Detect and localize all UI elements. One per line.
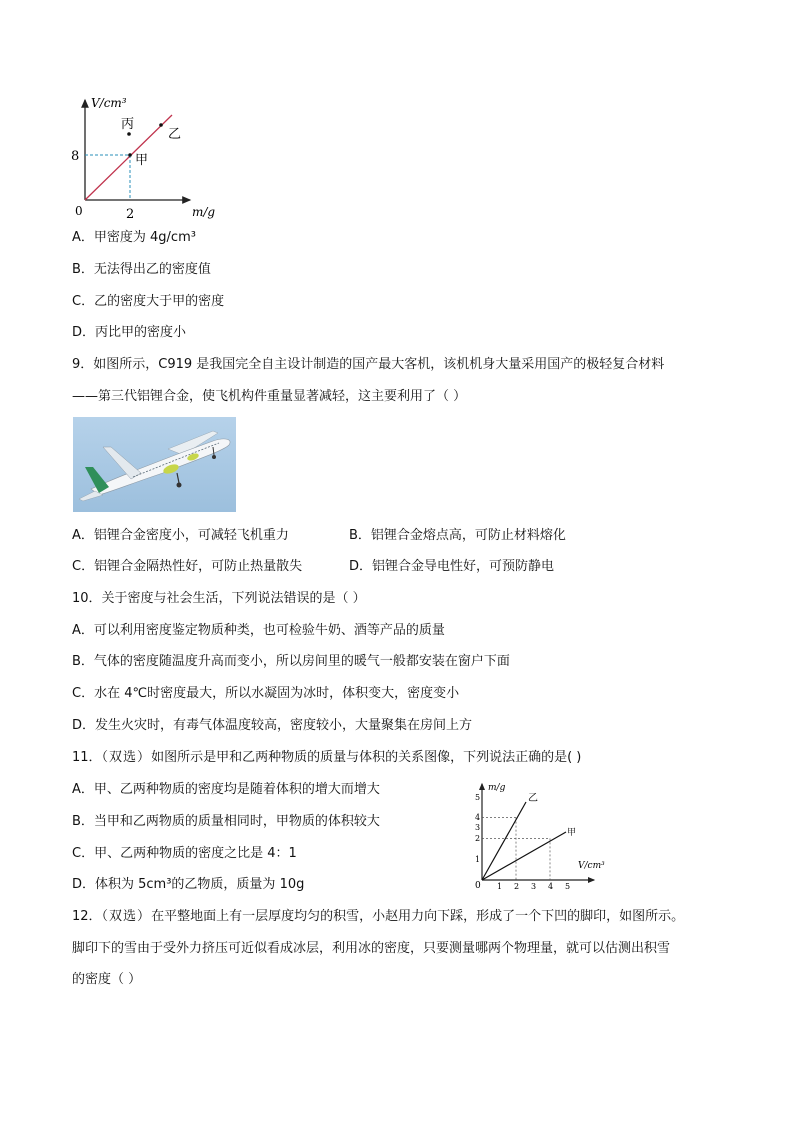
q10-option-b: B．气体的密度随温度升高而变小，所以房间里的暖气一般都安装在窗户下面 bbox=[72, 654, 510, 669]
graph2-y-tick-3: 3 bbox=[475, 823, 481, 832]
q10-option-d: D．发生火灾时，有毒气体温度较高，密度较小，大量聚集在房间上方 bbox=[72, 718, 473, 733]
graph2-x-label: V/cm³ bbox=[578, 861, 605, 871]
q12-stem-line2: 脚印下的雪由于受外力挤压可近似看成冰层，利用冰的密度，只要测量哪两个物理量，就可以估测出积雪 bbox=[72, 941, 671, 956]
q8-option-d: D．丙比甲的密度小 bbox=[72, 325, 187, 340]
graph2-label-jia: 甲 bbox=[567, 828, 577, 838]
q9-option-b: B．铝锂合金熔点高，可防止材料熔化 bbox=[349, 528, 566, 543]
graph1-x-label: m/g bbox=[192, 205, 216, 219]
graph1-y-tick: 8 bbox=[71, 149, 80, 164]
graph2-y-label: m/g bbox=[488, 783, 506, 793]
graph2-line-yi bbox=[482, 802, 526, 880]
q10-option-a: A．可以利用密度鉴定物质种类，也可检验牛奶、酒等产品的质量 bbox=[72, 623, 445, 638]
q9-option-c: C．铝锂合金隔热性好，可防止热量散失 bbox=[72, 559, 303, 574]
point-yi bbox=[159, 123, 163, 127]
q8-option-b: B．无法得出乙的密度值 bbox=[72, 262, 211, 277]
q8-option-c: C．乙的密度大于甲的密度 bbox=[72, 294, 225, 309]
graph2-y-tick-1: 1 bbox=[475, 855, 481, 864]
q10-stem: 10．关于密度与社会生活，下列说法错误的是（ ） bbox=[72, 591, 366, 606]
q11-tag: （双选） bbox=[101, 750, 152, 765]
graph2-x-tick-5: 5 bbox=[565, 882, 571, 890]
graph1-label-yi: 乙 bbox=[168, 127, 182, 142]
graph2-y-tick-5: 5 bbox=[475, 793, 481, 802]
graph2-x-tick-1: 1 bbox=[497, 882, 503, 890]
point-bing bbox=[127, 132, 131, 136]
graph2-x-tick-2: 2 bbox=[514, 882, 520, 890]
q11-option-a: A．甲、乙两种物质的密度均是随着体积的增大而增大 bbox=[72, 782, 380, 797]
q11-option-b: B．当甲和乙两物质的质量相同时，甲物质的体积较大 bbox=[72, 814, 380, 829]
q9-option-a: A．铝锂合金密度小，可减轻飞机重力 bbox=[72, 528, 289, 543]
q12-stem-line3: 的密度（ ） bbox=[72, 972, 142, 987]
point-jia bbox=[128, 153, 132, 157]
q12-tag: （双选） bbox=[101, 909, 152, 924]
q9-option-d: D．铝锂合金导电性好，可预防静电 bbox=[349, 559, 555, 574]
graph2-x-tick-3: 3 bbox=[531, 882, 537, 890]
graph2-y-tick-4: 4 bbox=[475, 813, 481, 822]
graph2-y-tick-2: 2 bbox=[475, 834, 481, 843]
q12-stem-line1 bbox=[72, 907, 684, 927]
graph1-x-tick: 2 bbox=[126, 207, 135, 222]
graph1-y-label: V/cm³ bbox=[91, 96, 127, 110]
q11-number: 11． bbox=[72, 750, 102, 765]
q11-option-d: D．体积为 5cm³的乙物质，质量为 10g bbox=[72, 877, 305, 892]
q12-line1: 在平整地面上有一层厚度均匀的积雪，小赵用力向下踩，形成了一个下凹的脚印，如图所示。 bbox=[151, 909, 685, 924]
q11-option-c: C．甲、乙两种物质的密度之比是 4：1 bbox=[72, 846, 297, 861]
q12-number: 12． bbox=[72, 909, 102, 924]
graph1-label-jia: 甲 bbox=[135, 153, 149, 168]
graph2-x-tick-4: 4 bbox=[548, 882, 554, 890]
graph2-line-jia bbox=[482, 832, 566, 880]
q11-stem-line bbox=[72, 748, 581, 768]
graph-volume-mass bbox=[60, 92, 230, 222]
graph1-label-bing: 丙 bbox=[121, 117, 135, 132]
q10-option-c: C．水在 4℃时密度最大，所以水凝固为冰时，体积变大，密度变小 bbox=[72, 686, 460, 701]
q8-option-a: A．甲密度为 4g/cm³ bbox=[72, 230, 196, 245]
graph2-label-yi: 乙 bbox=[528, 793, 538, 804]
graph1-origin: 0 bbox=[75, 204, 83, 218]
airplane-photo bbox=[73, 417, 236, 512]
q9-stem-line2: ——第三代铝锂合金，使飞机构件重量显著减轻，这主要利用了（ ） bbox=[72, 389, 467, 404]
q11-stem: 如图所示是甲和乙两种物质的质量与体积的关系图像，下列说法正确的是( ) bbox=[151, 750, 582, 765]
graph2-origin: 0 bbox=[475, 881, 481, 890]
q9-stem-line1: 9．如图所示，C919 是我国完全自主设计制造的国产最大客机，该机机身大量采用国产的极轻复合材料 bbox=[72, 357, 665, 372]
graph-mass-volume bbox=[466, 778, 612, 890]
